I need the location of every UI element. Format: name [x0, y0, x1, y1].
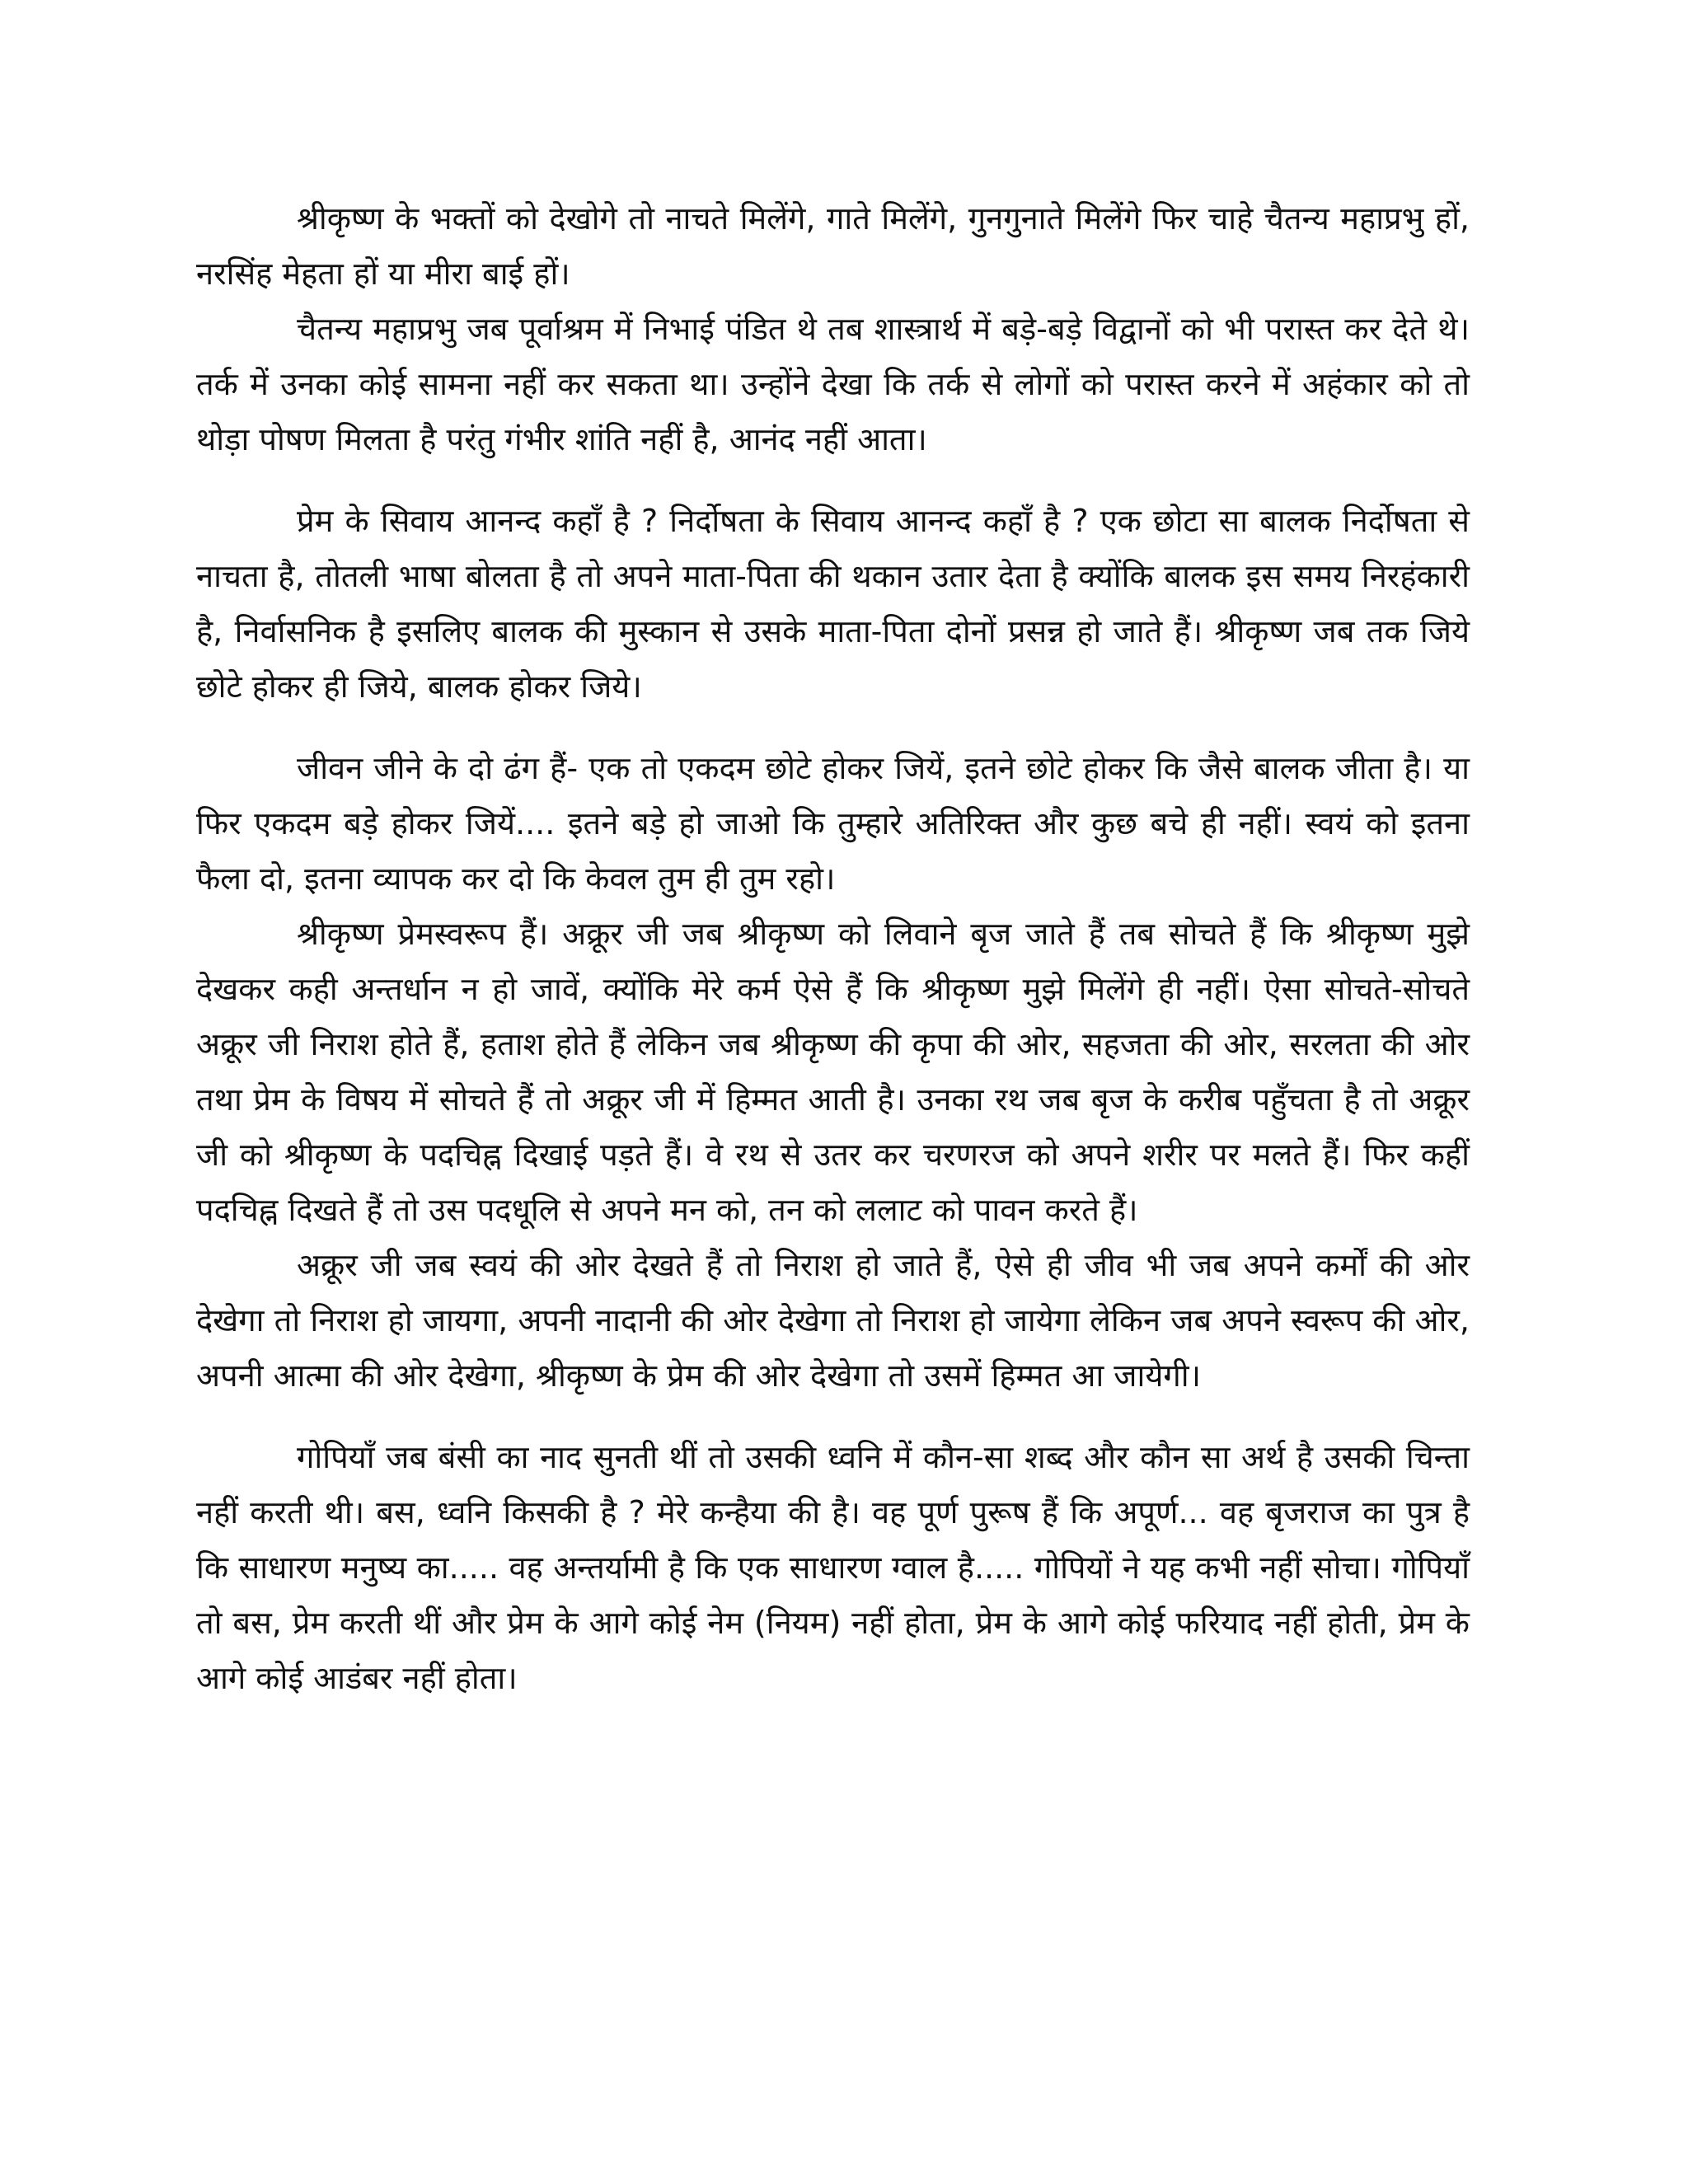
paragraph-1: श्रीकृष्ण के भक्तों को देखोगे तो नाचते मिलेंगे, गाते मिलेंगे, गुनगुनाते मिलेंगे फिर चाहे चैतन्य महाप्रभु हों, नरसिंह मेहता हों या मीरा बाई हों। [196, 200, 1470, 292]
paragraph-3: प्रेम के सिवाय आनन्द कहाँ है ? निर्दोषता के सिवाय आनन्द कहाँ है ? एक छोटा सा बालक निर्दोषता से नाचता है, तोतली भाषा बोलता है तो अपने माता-पिता की थकान उतार देता है क्योंकि बालक इस समय निरहंकारी है, निर्वासनिक है इसलिए बालक की मुस्कान से उसके माता-पिता दोनों प्रसन्न हो जाते हैं। श्रीकृष्ण जब तक जिये छोटे होकर ही जिये, बालक होकर जिये। [196, 503, 1470, 705]
paragraph-7: गोपियाँ जब बंसी का नाद सुनती थीं तो उसकी ध्वनि में कौन-सा शब्द और कौन सा अर्थ है उसकी चिन्ता नहीं करती थी। बस, ध्वनि किसकी है ? मेरे कन्हैया की है। वह पूर्ण पुरूष हैं कि अपूर्ण... वह बृजराज का पुत्र है कि साधारण मनुष्य का..... वह अन्तर्यामी है कि एक साधारण ग्वाल है..... गोपियों ने यह कभी नहीं सोचा। गोपियाँ तो बस, प्रेम करती थीं और प्रेम के आगे कोई नेम (नियम) नहीं होता, प्रेम के आगे कोई फरियाद नहीं होती, प्रेम के आगे कोई आडंबर नहीं होता। [196, 1439, 1470, 1696]
paragraph-4: जीवन जीने के दो ढंग हैं- एक तो एकदम छोटे होकर जियें, इतने छोटे होकर कि जैसे बालक जीता है। या फिर एकदम बड़े होकर जियें.... इतने बड़े हो जाओ कि तुम्हारे अतिरिक्त और कुछ बचे ही नहीं। स्वयं को इतना फैला दो, इतना व्यापक कर दो कि केवल तुम ही तुम रहो। [196, 750, 1470, 897]
paragraph-6: अक्रूर जी जब स्वयं की ओर देखते हैं तो निराश हो जाते हैं, ऐसे ही जीव भी जब अपने कर्मों की ओर देखेगा तो निराश हो जायगा, अपनी नादानी की ओर देखेगा तो निराश हो जायेगा लेकिन जब अपने स्वरूप की ओर, अपनी आत्मा की ओर देखेगा, श्रीकृष्ण के प्रेम की ओर देखेगा तो उसमें हिम्मत आ जायेगी। [196, 1247, 1470, 1394]
paragraph-2: चैतन्य महाप्रभु जब पूर्वाश्रम में निभाई पंडित थे तब शास्त्रार्थ में बड़े-बड़े विद्वानों को भी परास्त कर देते थे। तर्क में उनका कोई सामना नहीं कर सकता था। उन्होंने देखा कि तर्क से लोगों को परास्त करने में अहंकार को तो थोड़ा पोषण मिलता है परंतु गंभीर शांति नहीं है, आनंद नहीं आता। [196, 311, 1470, 457]
paragraph-5: श्रीकृष्ण प्रेमस्वरूप हैं। अक्रूर जी जब श्रीकृष्ण को लिवाने बृज जाते हैं तब सोचते हैं कि श्रीकृष्ण मुझे देखकर कही अन्तर्धान न हो जावें, क्योंकि मेरे कर्म ऐसे हैं कि श्रीकृष्ण मुझे मिलेंगे ही नहीं। ऐसा सोचते-सोचते अक्रूर जी निराश होते हैं, हताश होते हैं लेकिन जब श्रीकृष्ण की कृपा की ओर, सहजता की ओर, सरलता की ओर तथा प्रेम के विषय में सोचते हैं तो अक्रूर जी में हिम्मत आती है। उनका रथ जब बृज के करीब पहुँचता है तो अक्रूर जी को श्रीकृष्ण के पदचिह्न दिखाई पड़ते हैं। वे रथ से उतर कर चरणरज को अपने शरीर पर मलते हैं। फिर कहीं पदचिह्न दिखते हैं तो उस पदधूलि से अपने मन को, तन को ललाट को पावन करते हैं। [196, 916, 1470, 1228]
body-text [196, 191, 1470, 1706]
